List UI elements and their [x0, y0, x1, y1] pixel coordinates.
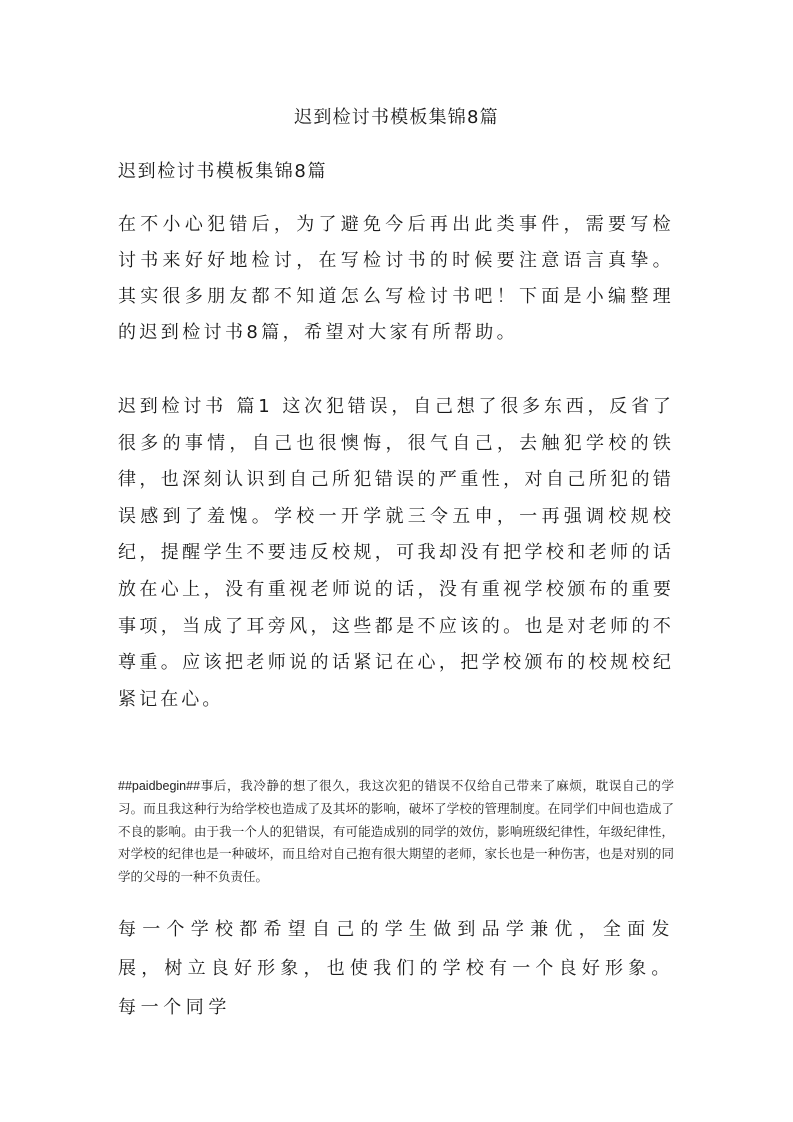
closing-paragraph: 每一个学校都希望自己的学生做到品学兼优，全面发展，树立良好形象，也使我们的学校有一个良好形象。每一个同学 [118, 919, 674, 1018]
paid-marker: ##paidbegin## [118, 779, 201, 793]
paid-section-text: 事后，我冷静的想了很久，我这次犯的错误不仅给自己带来了麻烦，耽误自己的学习。而且我这种行为给学校也造成了及其坏的影响，破坏了学校的管理制度。在同学们中间也造成了不良的影响。由于我一个人的犯错误，有可能造成别的同学的效仿，影响班级纪律性，年级纪律性，对学校的纪律也是一种破坏，而且给对自己抱有很大期望的老师，家长也是一种伤害，也是对别的同学的父母的一种不负责任。 [118, 778, 674, 885]
article-1-paragraph: 迟到检讨书 篇1 这次犯错误，自己想了很多东西，反省了很多的事情，自己也很懊悔，很气自己，去触犯学校的铁律，也深刻认识到自己所犯错误的严重性，对自己所犯的错误感到了羞愧。学校一开学就三令五申，一再强调校规校纪，提醒学生不要违反校规，可我却没有把学校和老师的话放在心上，没有重视老师说的话，没有重视学校颁布的重要事项，当成了耳旁风，这些都是不应该的。也是对老师的不尊重。应该把老师说的话紧记在心，把学校颁布的校规校纪紧记在心。 [118, 396, 674, 710]
document-title: 迟到检讨书模板集锦8篇 [294, 107, 499, 128]
paid-section-paragraph [118, 775, 674, 889]
document-subtitle: 迟到检讨书模板集锦8篇 [118, 161, 328, 182]
intro-paragraph: 在不小心犯错后，为了避免今后再出此类事件，需要写检讨书来好好地检讨，在写检讨书的时候要注意语言真挚。其实很多朋友都不知道怎么写检讨书吧！下面是小编整理的迟到检讨书8篇，希望对大家有所帮助。 [118, 214, 674, 343]
